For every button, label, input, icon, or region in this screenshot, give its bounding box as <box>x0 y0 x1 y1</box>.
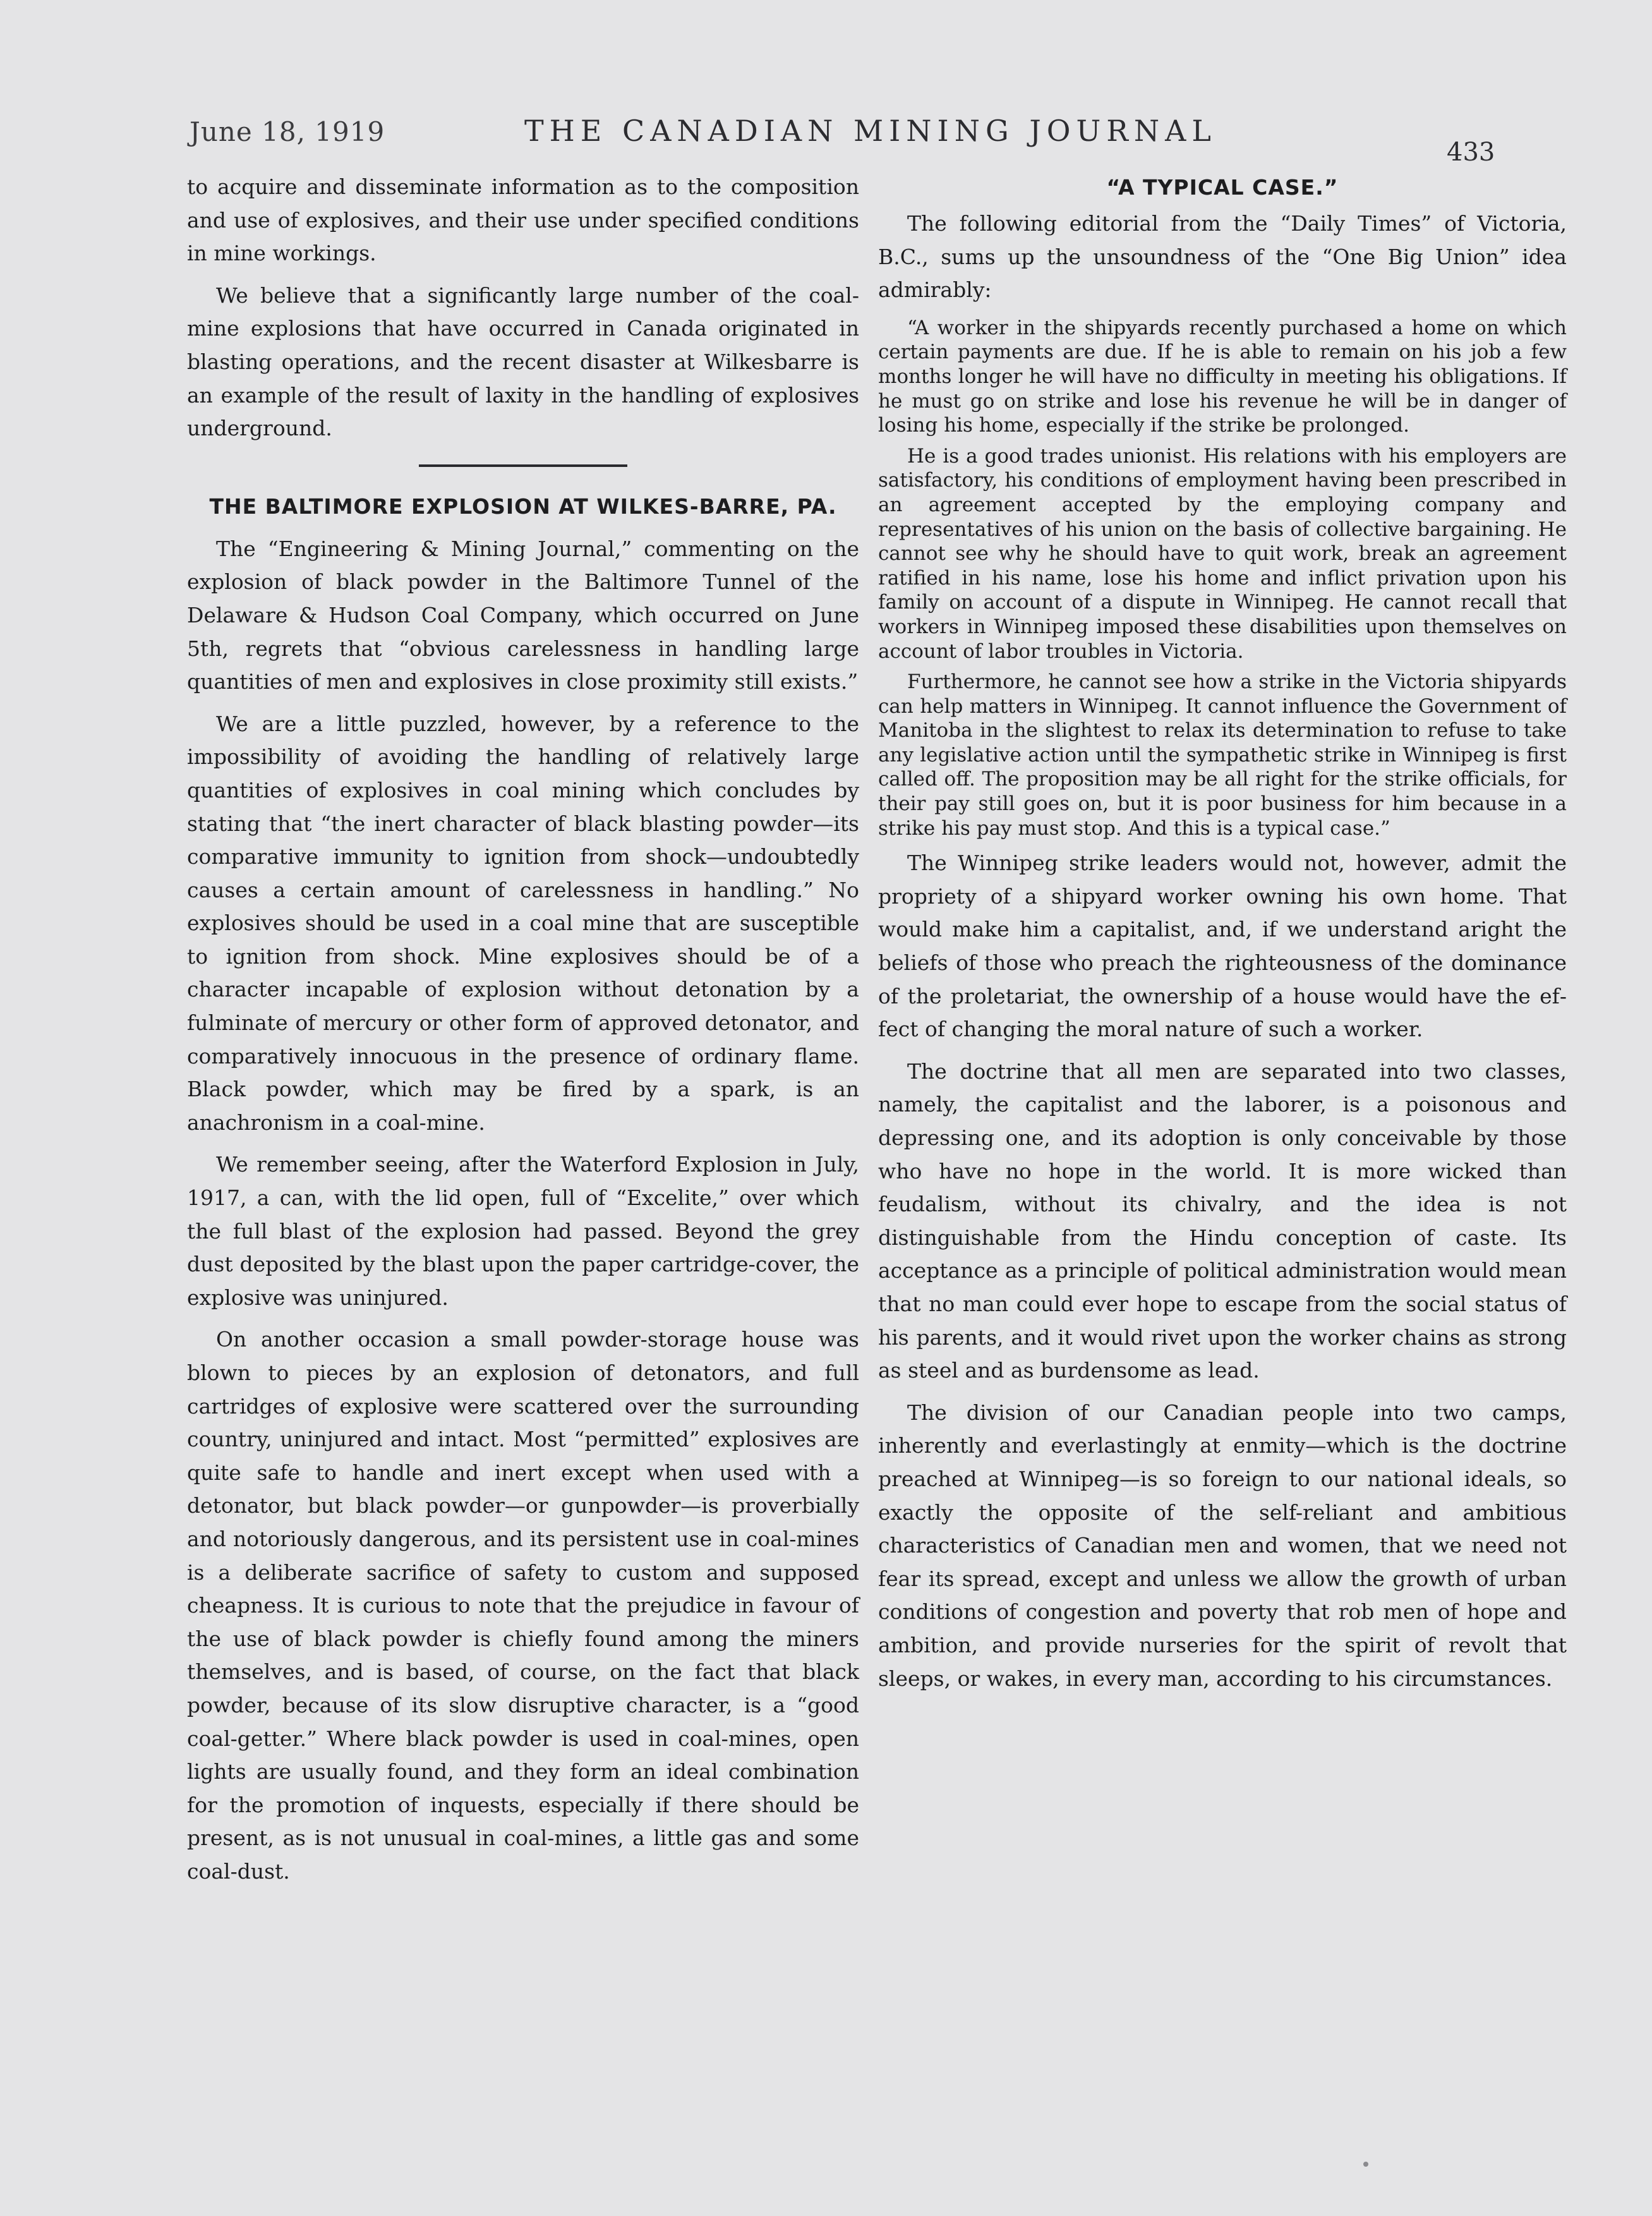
journal-title: THE CANADIAN MINING JOURNAL <box>524 114 1217 148</box>
page-number: 433 <box>1447 138 1495 167</box>
issue-date: June 18, 1919 <box>190 116 385 147</box>
section-divider <box>419 464 627 467</box>
paper-speck <box>1363 2162 1368 2167</box>
continued-paragraph: to acquire and disseminate information as to the composition and use of explosives, and their use under specified conditions in mine workings. <box>187 174 859 266</box>
article-paragraph: We are a little puzzled, however, by a reference to the impossibility of avoiding the handling of relatively large quantities of explosives in coal mining which concludes by stating that “the inert character of black blasting powder—its comparative immunity to ignition from shock—undoubtedly causes a certain amount of carelessness in handling.” No explosives should be used in a coal mine that are susceptible to ignition from shock. Mine explosives should be of a character incapable of explosion without detonation by a fulminate of mercury or other form of approved detonator, and comparatively innocuous in the presence of ordinary flame. Black powder, which may be fired by a spark, is an anachronism in a coal-mine. <box>187 711 859 1135</box>
commentary-paragraph: The doctrine that all men are separated into two classes, namely, the capitalist and the laborer, is a poisonous and depressing one, and its adoption is only conceivable by those who have no hope in the world. It is more wicked than feudalism, without its chivalry, and the idea is not distinguishable from the Hindu conception of caste. Its acceptance as a principle of political administration would mean that no man could ever hope to escape from the social status of his parents, and it would rivet upon the worker chains as strong as steel and as burdensome as lead. <box>878 1058 1567 1383</box>
running-head <box>0 114 1652 167</box>
article-paragraph: We remember seeing, after the Waterford Explosion in July, 1917, a can, with the lid open, full of “Excelite,” over which the full blast of the explosion had passed. Beyond the grey dust deposited by the blast upon the paper cartridge-cover, the explosive was uninjured. <box>187 1152 859 1310</box>
quoted-editorial-paragraph: He is a good trades unionist. His relations with his employers are satisfactory, his conditions of employment having been prescribed in an agreement accepted by the employing company and representatives of his union on the basis of collective bargaining. He cannot see why he should have to quit work, break an agreement ratified in his name, lose his home and inflict privation upon his family on account of a dispute in Winnipeg. He cannot recall that workers in Winnipeg imposed these disabilities upon themselves on account of labor troubles in Victoria. <box>878 444 1567 663</box>
article-paragraph: The “Engineering & Mining Journal,” commenting on the explosion of black powder in the Baltimore Tunnel of the Delaware & Hudson Coal Company, which occurred on June 5th, regrets that “obvious carelessness in handling large quantities of men and explosives in close proximity still exists.” <box>187 536 859 694</box>
article-headline-typical-case: “A TYPICAL CASE.” <box>1106 175 1339 200</box>
commentary-paragraph: The Winnipeg strike leaders would not, however, admit the propriety of a shipyard worker owning his own home. That would make him a capitalist, and, if we understand aright the beliefs of those who preach the righteousness of the dominance of the proletariat, the ownership of a house would have the effect of changing the moral nature of such a worker. <box>878 851 1567 1042</box>
article-paragraph: On another occasion a small powder-storage house was blown to pieces by an explosion of detonators, and full cartridges of explosive were scattered over the surrounding country, uninjured and intact. Most “permitted” explosives are quite safe to handle and inert except when used with a detonator, but black powder—or gunpowder—is proverbially and notoriously dangerous, and its persistent use in coal-mines is a deliberate sacrifice of safety to custom and supposed cheapness. It is curious to note that the prejudice in favour of the use of black powder is chiefly found among the miners themselves, and is based, of course, on the fact that black powder, because of its slow disruptive character, is a “good coal-getter.” Where black powder is used in coal-mines, open lights are usually found, and they form an ideal combination for the promotion of inquests, especially if there should be present, as is not unusual in coal-mines, a little gas and some coal-dust. <box>187 1327 859 1884</box>
quoted-editorial-paragraph: “A worker in the shipyards recently purchased a home on which certain payments are due. If he is able to remain on his job a few months longer he will have no difficulty in meeting his obligations. If he must go on strike and lose his revenue he will be in danger of losing his home, especially if the strike be prolonged. <box>878 316 1567 437</box>
continued-paragraph: We believe that a significantly large number of the coal-mine explosions that have occurred in Canada originated in blasting operations, and the recent disaster at Wilkesbarre is an example of the result of laxity in the handling of explosives underground. <box>187 282 859 441</box>
right-column <box>878 171 1567 1704</box>
left-column <box>187 171 859 1898</box>
article-headline-baltimore-explosion: THE BALTIMORE EXPLOSION AT WILKES-BARRE, PA. <box>209 493 837 519</box>
quoted-editorial-paragraph: Furthermore, he cannot see how a strike in the Victoria shipyards can help matters in Winnipeg. It cannot influence the Government of Manitoba in the slightest to relax its determination to refuse to take any legislative action until the sympathetic strike in Winnipeg is first called off. The proposition may be all right for the strike officials, for their pay still goes on, but it is poor business for him because in a strike his pay must stop. And this is a typical case.” <box>878 670 1567 840</box>
intro-paragraph: The following editorial from the “Daily Times” of Victoria, B.C., sums up the unsoundness of the “One Big Union” idea admirably: <box>878 211 1567 303</box>
commentary-paragraph: The division of our Canadian people into two camps, inherently and everlastingly at enmity—which is the doctrine preached at Winnipeg—is so foreign to our national ideals, so exactly the opposite of the self-reliant and ambitious characteristics of Canadian men and women, that we need not fear its spread, except and unless we allow the growth of urban conditions of congestion and poverty that rob men of hope and ambition, and provide nurseries for the spirit of revolt that sleeps, or wakes, in every man, according to his circumstances. <box>878 1400 1567 1691</box>
